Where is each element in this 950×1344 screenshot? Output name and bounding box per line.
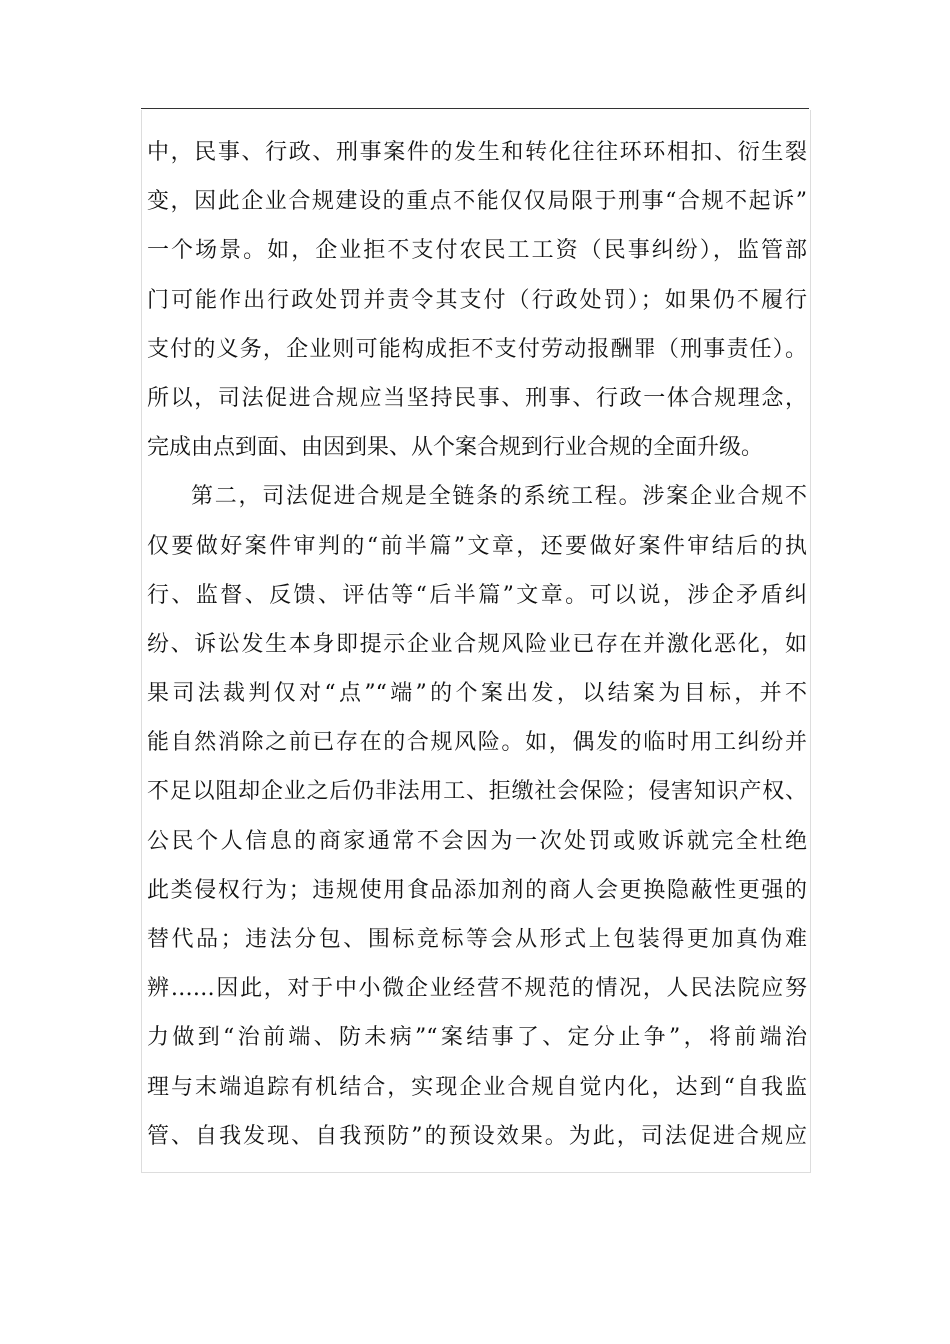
text-line: 果司法裁判仅对“点”“端”的个案出发，以结案为目标，并不 [147,681,807,707]
text-line: 公民个人信息的商家通常不会因为一次处罚或败诉就完全杜绝 [147,828,807,854]
header-rule [141,108,809,109]
text-line: 一个场景。如，企业拒不支付农民工工资（民事纠纷），监管部 [147,238,807,264]
text-line: 门可能作出行政处罚并责令其支付（行政处罚）；如果仍不履行 [147,287,807,313]
text-line: 支付的义务，企业则可能构成拒不支付劳动报酬罪（刑事责任）。 [147,336,807,362]
text-line: 中，民事、行政、刑事案件的发生和转化往往环环相扣、衍生裂 [147,140,807,165]
text-line: 辨……因此，对于中小微企业经营不规范的情况，人民法院应努 [147,976,807,1002]
text-line: 所以，司法促进合规应当坚持民事、刑事、行政一体合规理念， [147,385,807,411]
body-text [147,128,807,1161]
text-line: 能自然消除之前已存在的合规风险。如，偶发的临时用工纠纷并 [147,730,807,756]
text-line: 变，因此企业合规建设的重点不能仅仅局限于刑事“合规不起诉” [147,189,807,215]
text-line: 此类侵权行为；违规使用食品添加剂的商人会更换隐蔽性更强的 [147,877,807,903]
text-line: 仅要做好案件审判的“前半篇”文章，还要做好案件审结后的执 [147,533,807,559]
text-line: 替代品；违法分包、围标竞标等会从形式上包装得更加真伪难 [147,927,807,952]
paragraph-first-line: 第二，司法促进合规是全链条的系统工程。涉案企业合规不 [191,484,807,510]
text-line: 管、自我发现、自我预防”的预设效果。为此，司法促进合规应 [147,1123,807,1149]
text-line: 不足以阻却企业之后仍非法用工、拒缴社会保险；侵害知识产权、 [147,779,807,805]
text-line: 完成由点到面、由因到果、从个案合规到行业合规的全面升级。 [147,435,764,461]
text-line: 行、监督、反馈、评估等“后半篇”文章。可以说，涉企矛盾纠 [147,582,807,608]
text-line: 理与末端追踪有机结合，实现企业合规自觉内化，达到“自我监 [147,1074,807,1100]
text-line: 力做到“治前端、防未病”“案结事了、定分止争”，将前端治 [147,1025,807,1051]
text-line: 纷、诉讼发生本身即提示企业合规风险业已存在并激化恶化，如 [147,631,807,657]
